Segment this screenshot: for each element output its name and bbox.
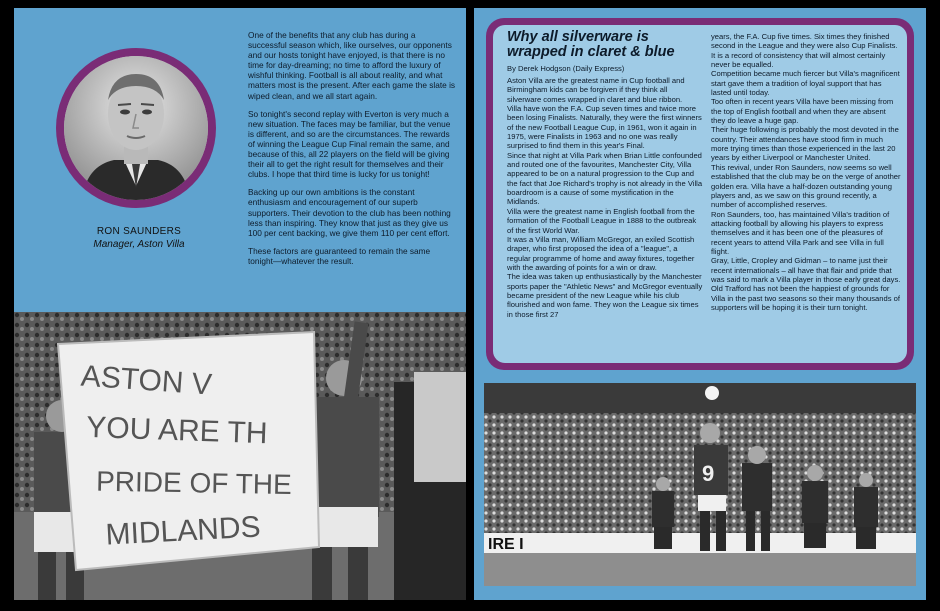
manager-portrait-image bbox=[64, 56, 208, 200]
banner-line: MIDLANDS bbox=[104, 510, 262, 552]
message-paragraph: One of the benefits that any club has during a successful season which, like ourselves, our opponents and our hosts tonight have enjoyed, is that there is no time for day-dreaming; no time to afford the luxury of wishful thinking. Football is all about reality, and what matters most is the present. After each game the slate is wiped clean, and we all start again. bbox=[248, 30, 456, 101]
article-paragraph: Old Trafford has not been the happiest of grounds for Villa in the past two seasons so their many thousands of supporters will be hoping it is their turn tonight. bbox=[711, 284, 900, 312]
article-column-2 bbox=[711, 32, 901, 312]
message-paragraph: Backing up our own ambitions is the constant enthusiasm and encouragement of our superb supporters. Their devotion to the club has been nothing less than inspiring. They know that just as they give us 100 per cent backing, we give them 110 per cent effort. bbox=[248, 187, 451, 238]
article-paragraph: years, the F.A. Cup five times. Six times they finished second in the League and they were also Cup Finalists. bbox=[711, 32, 898, 51]
article-paragraph: The idea was taken up enthusiastically by the Manchester sports paper the "Athletic News" and McGregor eventually became president of the new League while his club flourished and won fame. They won the League six times in those first 27 bbox=[507, 272, 703, 319]
manager-portrait bbox=[64, 56, 208, 200]
article-paragraph: Villa were the greatest name in English football from the formation of the Football League in 1888 to the outbreak of the first World War. bbox=[507, 206, 697, 235]
article-paragraph: Villa have won the F.A. Cup seven times and twice more been losing Finalists. Naturally, they were the first winners of the new Football League Cup, in 1961, won it again in 1975, were Finalists in 1963 and no one was really surprised to find them in this year's Final. bbox=[507, 104, 702, 151]
article-headline: Why all silverware is wrapped in claret & blue bbox=[507, 29, 675, 60]
article-paragraph: Their huge following is probably the most devoted in the country. Their attendances have stood firm in much more trying times than those experienced in the last 20 years by either Liverpool or Manchester United. bbox=[711, 125, 899, 163]
manager-message bbox=[248, 30, 456, 274]
message-paragraph: So tonight's second replay with Everton is very much a new situation. The faces may be familiar, but the venue is different, and so are the circumstances. The rewards of winning the League Cup Final remain the same, and because of this, all 22 players on the field will be giving their all to get the right result for themselves and their clubs. I hope that third time is lucky for us tonight! bbox=[248, 108, 451, 180]
portrait-frame bbox=[56, 48, 216, 208]
article-paragraph: Ron Saunders, too, has maintained Villa's tradition of attacking football by allowing his players to express themselves and it has been one of the pleasures of recent years to attend Villa Park and see Villa in full flight. bbox=[711, 209, 890, 256]
match-photo-image bbox=[484, 383, 916, 586]
portrait-caption-role: Manager, Aston Villa bbox=[93, 239, 185, 250]
article-paragraph: Too often in recent years Villa have been missing from the top of English football and when they are absent they do leave a huge gap. bbox=[711, 97, 894, 126]
shirt-number: 9 bbox=[702, 461, 715, 486]
right-page bbox=[474, 8, 926, 600]
article-paragraph: It was a Villa man, William McGregor, an exiled Scottish draper, who first proposed the idea of a "league", a regular programme of home and away fixtures, together with the awarding of points for a win or draw. bbox=[507, 234, 695, 272]
article-paragraph: It is a record of consistency that will almost certainly never be equalled. bbox=[711, 50, 886, 70]
article-box bbox=[493, 25, 907, 363]
banner-line: PRIDE OF THE bbox=[95, 465, 292, 501]
match-photo bbox=[484, 383, 916, 586]
message-paragraph: These factors are guaranteed to remain the same tonight—whatever the result. bbox=[248, 245, 431, 266]
article-paragraph: Gray, Little, Cropley and Gidman – to name just their recent internationals – all have that flair and pride that was said to mark a Villa player in those early great days. bbox=[711, 256, 901, 284]
advertising-board-text: IRE I bbox=[488, 536, 524, 553]
article-paragraph: Competition became much fiercer but Villa's magnificent start gave them a tradition of loyal support that has lasted until today. bbox=[711, 69, 900, 98]
article-frame bbox=[486, 18, 914, 370]
banner-line: ASTON V bbox=[79, 359, 213, 402]
banner-line: YOU ARE TH bbox=[85, 410, 269, 451]
portrait-caption-name: RON SAUNDERS bbox=[96, 226, 182, 237]
banner-photo bbox=[14, 312, 466, 600]
article-paragraph: Aston Villa are the greatest name in Cup football and Birmingham kids can be forgiven if they think all silverware comes wrapped in claret and blue ribbon. bbox=[507, 76, 685, 104]
article-paragraph: This revival, under Ron Saunders, now seems so well established that the club may be on the verge of another golden era. Villa have a half-dozen outstanding young players and, as we saw on this ground recently, a number of accomplished reserves. bbox=[711, 162, 901, 210]
article-paragraph: Since that night at Villa Park when Brian Little confounded and routed one of the favourites, Manchester City, Villa appeared to be on a natural progression to the Cup and the fact that Joe Richard's trophy is not already in the Villa boardroom is a cause of some mystification in the Midlands. bbox=[507, 150, 703, 207]
banner-photo-image bbox=[14, 312, 466, 600]
article-byline: By Derek Hodgson (Daily Express) bbox=[507, 64, 625, 73]
article-column-1 bbox=[507, 76, 703, 319]
left-page bbox=[14, 8, 466, 600]
